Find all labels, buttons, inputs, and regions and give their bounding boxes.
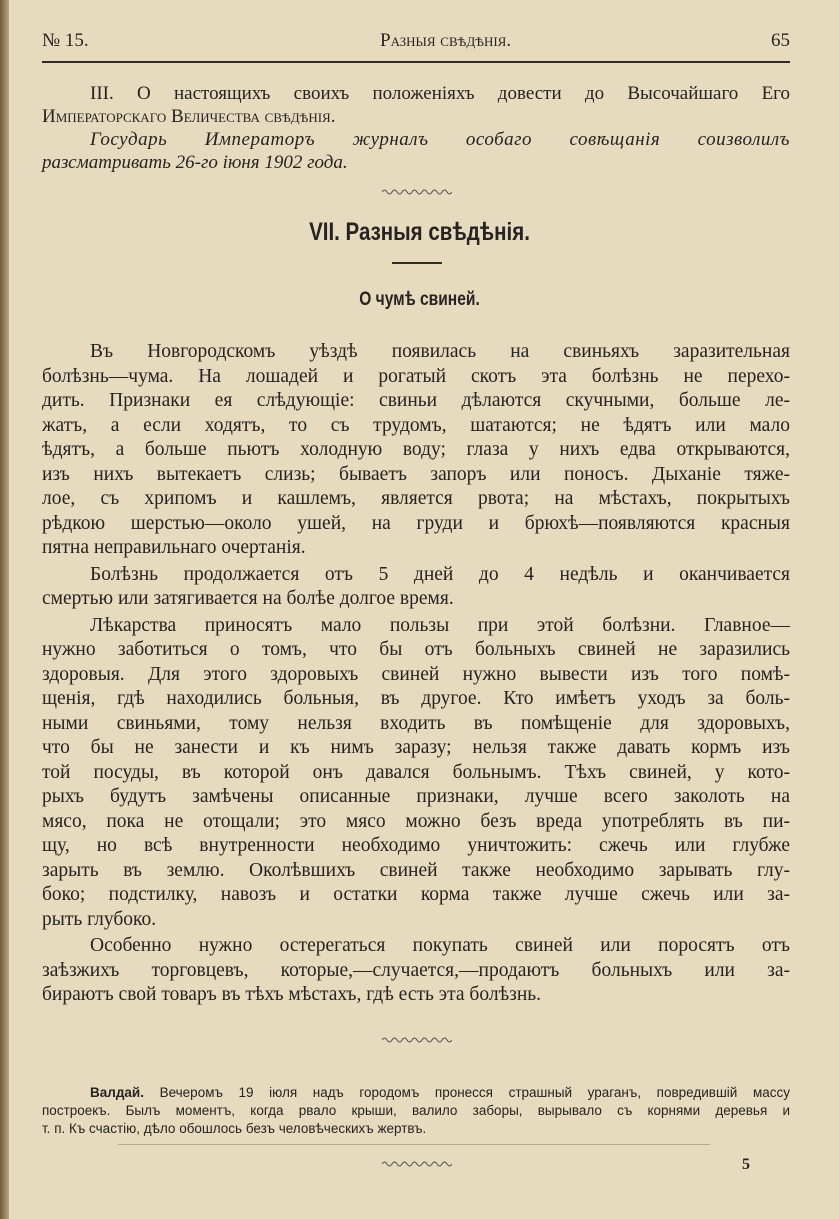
text-line: жатъ, а если ходятъ, то съ трудомъ, шатаются; не ѣдятъ или мало [42, 414, 790, 436]
text-line: Болѣзнь продолжается отъ 5 дней до 4 недѣль и оканчивается [90, 563, 790, 585]
paragraph [42, 563, 790, 612]
text-line: болѣзнь—чума. На лошадей и рогатый скотъ эта болѣзнь не перехо- [42, 365, 790, 387]
resolution-line: Государь Императоръ журналъ особаго совѣщанія соизволилъ [90, 129, 790, 150]
issue-number: № 15. [42, 30, 89, 51]
footnote-line: т. п. Къ счастію, дѣло обошлось безъ человѣческихъ жертвъ. [42, 1121, 427, 1136]
text-line: бираютъ свой товаръ въ тѣхъ мѣстахъ, гдѣ есть эта болѣзнь. [42, 984, 542, 1005]
text-line: Лѣкарства приносятъ мало пользы при этой болѣзни. Главное— [90, 614, 790, 636]
ornament-divider [382, 1160, 452, 1168]
text-line: щенія, гдѣ находились больныя, въ другое. Кто имѣетъ уходъ за боль- [42, 688, 790, 709]
running-header [42, 30, 790, 56]
text-line: Особенно нужно остерегаться покупать свиней или поросятъ отъ [90, 935, 790, 956]
footnote-line: построекъ. Былъ моментъ, когда рвало крыши, валило заборы, вырывало съ корнями деревья и [42, 1103, 790, 1118]
section-title: VII. Разныя свѣдѣнія. [309, 218, 530, 246]
text-line: боко; подстилку, навозъ и остатки корма также лучше сжечь или за- [42, 884, 790, 905]
paragraph [42, 340, 790, 561]
text-line: здоровыя. Для этого здоровыхъ свиней нужно вывести изъ того помѣ- [42, 663, 790, 685]
text-line: изъ нихъ вытекаетъ слизь; бываетъ запоръ или поносъ. Дыханіе тяже- [42, 463, 790, 485]
faint-rule [118, 1144, 710, 1145]
intro-line: III. О настоящихъ своихъ положеніяхъ довести до Высочайшаго Его [90, 83, 790, 104]
footnote-place: Валдай. [90, 1085, 144, 1100]
text-line: зарыть въ землю. Околѣвшихъ свиней также необходимо зарывать глу- [42, 859, 790, 881]
page-number: 65 [771, 30, 790, 51]
text-line: дить. Признаки ея слѣдующіе: свиньи дѣлаются скучными, больше ле- [42, 390, 790, 411]
intro-line: Императорскаго Величества свѣдѣнія. [42, 106, 336, 127]
news-footnote [42, 1084, 790, 1138]
text-line: ѣдятъ, а больше пьютъ холодную воду; глаза у нихъ едва открываются, [42, 439, 790, 460]
footnote-line: Вечеромъ 19 іюля надъ городомъ пронесся страшный ураганъ, повредившій массу [159, 1085, 790, 1100]
ornament-divider [382, 1036, 452, 1044]
article-body [42, 340, 790, 1010]
text-line: лое, съ хрипомъ и кашлемъ, является рвота; на мѣстахъ, покрытыхъ [42, 488, 790, 509]
running-title: Разныя свѣдѣнія. [380, 30, 512, 51]
article-subtitle: О чумѣ свиней. [359, 289, 480, 310]
resolution-line: разсматривать 26-го іюня 1902 года. [42, 152, 348, 173]
signature-mark: 5 [742, 1156, 750, 1173]
page-binding-edge [0, 0, 9, 1219]
text-line: рѣдкою шерстью—около ушей, на груди и брюхѣ—появляются красныя [42, 512, 790, 534]
text-line: нужно заботиться о томъ, что бы отъ больныхъ свиней не заразились [42, 639, 790, 660]
text-line: смертью или затягивается на болѣе долгое время. [42, 588, 454, 609]
text-line: щу, но всѣ внутренности необходимо уничтожить: сжечь или глубже [42, 835, 790, 856]
text-line: пятна неправильнаго очертанія. [42, 537, 306, 558]
intro-section [42, 82, 790, 174]
text-line: ными свиньями, тому нельзя входить въ помѣщеніе для здоровыхъ, [42, 712, 790, 734]
text-line: рыть глубоко. [42, 908, 157, 930]
text-line: мясо, пока не отощали; это мясо можно безъ вреда употреблять въ пи- [42, 810, 790, 832]
text-line: той посуды, въ которой онъ давался больнымъ. Тѣхъ свиней, у кото- [42, 761, 790, 783]
text-line: заѣзжихъ торговцевъ, которые,—случается,—продаютъ больныхъ или за- [42, 959, 790, 981]
text-line: рыхъ будутъ замѣчены описанные признаки, лучше всего заколоть на [42, 786, 790, 807]
text-line: Въ Новгородскомъ уѣздѣ появилась на свиньяхъ заразительная [90, 341, 790, 362]
title-rule [392, 262, 442, 264]
paragraph [42, 934, 790, 1008]
ornament-divider [382, 188, 452, 196]
text-line: что бы не занести и къ нимъ заразу; нельзя также давать кормъ изъ [42, 737, 790, 758]
paragraph [42, 614, 790, 933]
header-rule [42, 61, 790, 63]
